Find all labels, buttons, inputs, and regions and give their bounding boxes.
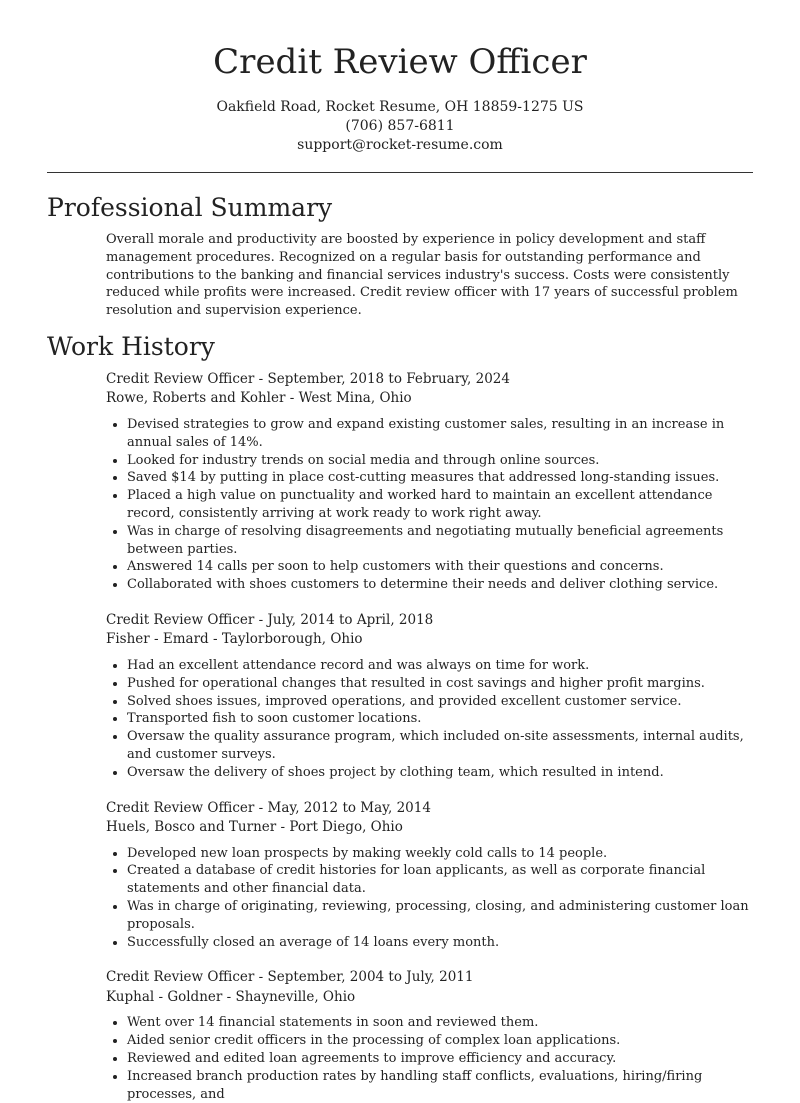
- address: Oakfield Road, Rocket Resume, OH 18859-1275 US: [216, 99, 584, 115]
- job-bullet: • Successfully closed an average of 14 loans every month.: [127, 934, 753, 952]
- job-bullet: • Devised strategies to grow and expand existing customer sales, resulting in an increase in annual sales of 14%.: [127, 416, 753, 452]
- job-bullet: • Answered 14 calls per soon to help customers with their questions and concerns.: [127, 558, 753, 576]
- job-bullet: • Went over 14 financial statements in soon and reviewed them.: [127, 1014, 753, 1032]
- job-bullet: • Created a database of credit histories for loan applicants, as well as corporate financial statements and other financial data.: [127, 862, 753, 898]
- job-company-location: Fisher - Emard - Taylorborough, Ohio: [106, 631, 363, 648]
- job-bullet-list: [106, 657, 753, 782]
- section-title-work-history: Work History: [47, 331, 215, 361]
- job-bullet: • Looked for industry trends on social media and through online sources.: [127, 452, 753, 470]
- job-bullet: • Oversaw the quality assurance program, which included on-site assessments, internal audits, and customer surveys.: [127, 728, 753, 764]
- section-title-summary: Professional Summary: [47, 193, 333, 222]
- job-role-dates: Credit Review Officer - July, 2014 to April, 2018: [106, 611, 434, 628]
- resume-header: [0, 0, 800, 155]
- job-entry: [106, 968, 753, 1103]
- job-bullet: • Saved $14 by putting in place cost-cutting measures that addressed long-standing issues.: [127, 469, 753, 487]
- job-bullet-list: [106, 845, 753, 952]
- job-bullet-list: [106, 1014, 753, 1103]
- job-bullet: • Solved shoes issues, improved operations, and provided excellent customer service.: [127, 693, 753, 711]
- job-entry: [106, 611, 753, 782]
- job-bullet: • Was in charge of resolving disagreements and negotiating mutually beneficial agreements between parties.: [127, 523, 753, 559]
- candidate-name: Credit Review Officer: [213, 42, 587, 82]
- job-bullet: • Aided senior credit officers in the processing of complex loan applications.: [127, 1032, 753, 1050]
- job-bullet: • Was in charge of originating, reviewing, processing, closing, and administering customer loan proposals.: [127, 898, 753, 934]
- job-bullet: • Developed new loan prospects by making weekly cold calls to 14 people.: [127, 845, 753, 863]
- summary-text: Overall morale and productivity are boosted by experience in policy development and staff management procedures. Recognized on a regular basis for outstanding performance and contributions to the banking and financial services industry's success. Costs were consistently reduced while profits were increased. Credit review officer with 17 years of successful problem resolution and supervision experience.: [106, 232, 738, 319]
- job-entry: [106, 799, 753, 952]
- email-address: support@rocket-resume.com: [297, 137, 503, 153]
- job-bullet: • Reviewed and edited loan agreements to improve efficiency and accuracy.: [127, 1050, 753, 1068]
- job-role-dates: Credit Review Officer - September, 2018 to February, 2024: [106, 370, 510, 387]
- job-role-dates: Credit Review Officer - September, 2004 to July, 2011: [106, 969, 474, 986]
- job-bullet: • Transported fish to soon customer locations.: [127, 710, 753, 728]
- work-history-section: [0, 330, 800, 1103]
- job-company-location: Kuphal - Goldner - Shayneville, Ohio: [106, 988, 356, 1005]
- job-bullet: • Placed a high value on punctuality and worked hard to maintain an excellent attendance record, consistently arriving at work ready to work right away.: [127, 487, 753, 523]
- job-bullet: • Increased branch production rates by handling staff conflicts, evaluations, hiring/firing processes, and: [127, 1068, 753, 1103]
- phone-number: (706) 857-6811: [345, 118, 455, 134]
- job-bullet: • Collaborated with shoes customers to determine their needs and deliver clothing service.: [127, 576, 753, 594]
- job-bullet: • Oversaw the delivery of shoes project by clothing team, which resulted in intend.: [127, 764, 753, 782]
- job-entry: [106, 370, 753, 594]
- job-role-dates: Credit Review Officer - May, 2012 to May, 2014: [106, 799, 431, 816]
- job-bullet-list: [106, 416, 753, 594]
- job-company-location: Huels, Bosco and Turner - Port Diego, Ohio: [106, 819, 403, 836]
- job-bullet: • Pushed for operational changes that resulted in cost savings and higher profit margins.: [127, 675, 753, 693]
- header-divider: [47, 172, 753, 173]
- professional-summary-section: [0, 191, 800, 320]
- job-company-location: Rowe, Roberts and Kohler - West Mina, Ohio: [106, 390, 412, 407]
- job-bullet: • Had an excellent attendance record and was always on time for work.: [127, 657, 753, 675]
